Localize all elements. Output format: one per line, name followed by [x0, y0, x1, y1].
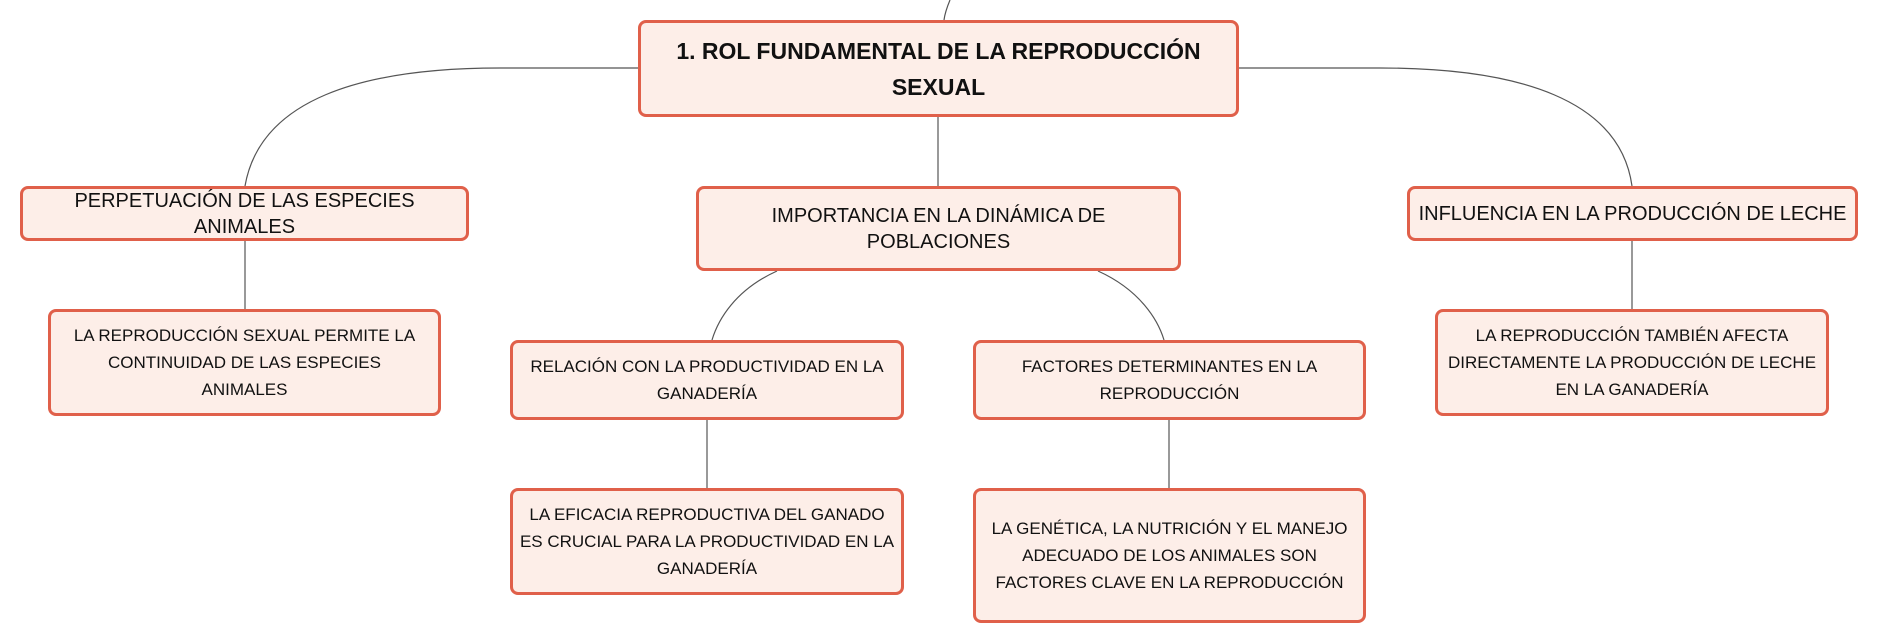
productivity-relation-node[interactable]	[510, 340, 904, 420]
productivity-detail-label: LA EFICACIA REPRODUCTIVA DEL GANADO ES CRUCIAL PARA LA PRODUCTIVIDAD EN LA GANADERÍA	[519, 505, 895, 578]
connector-root-parent	[944, 0, 950, 20]
perpetuation-node-label: PERPETUACIÓN DE LAS ESPECIES ANIMALES	[74, 189, 415, 238]
productivity-detail-node[interactable]	[510, 488, 904, 595]
determining-factors-label: FACTORES DETERMINANTES EN LA REPRODUCCIÓN	[1021, 357, 1318, 403]
productivity-relation-label: RELACIÓN CON LA PRODUCTIVIDAD EN LA GANADERÍA	[530, 357, 884, 403]
milk-influence-node[interactable]	[1407, 186, 1858, 241]
milk-detail-node[interactable]	[1435, 309, 1829, 416]
population-dynamics-node[interactable]	[696, 186, 1181, 271]
connector-root-to-milk-influence	[1239, 68, 1632, 186]
connector-root-to-perpetuation	[245, 68, 638, 186]
population-dynamics-label: IMPORTANCIA EN LA DINÁMICA DE POBLACIONES	[771, 204, 1106, 253]
perpetuation-detail-label: LA REPRODUCCIÓN SEXUAL PERMITE LA CONTINUIDAD DE LAS ESPECIES ANIMALES	[73, 326, 416, 399]
milk-detail-label: LA REPRODUCCIÓN TAMBIÉN AFECTA DIRECTAMENTE LA PRODUCCIÓN DE LECHE EN LA GANADERÍA	[1447, 326, 1817, 399]
root-node-label: 1. ROL FUNDAMENTAL DE LA REPRODUCCIÓN SEXUAL	[676, 37, 1201, 100]
connector-population-to-factors	[1098, 271, 1164, 340]
factors-detail-node[interactable]	[973, 488, 1366, 623]
perpetuation-node[interactable]	[20, 186, 469, 241]
milk-influence-label: INFLUENCIA EN LA PRODUCCIÓN DE LECHE	[1418, 202, 1847, 225]
perpetuation-detail-node[interactable]	[48, 309, 441, 416]
factors-detail-label: LA GENÉTICA, LA NUTRICIÓN Y EL MANEJO ADECUADO DE LOS ANIMALES SON FACTORES CLAVE EN LA REPRODUCCIÓN	[991, 519, 1348, 592]
root-node[interactable]	[638, 20, 1239, 117]
connector-population-to-productivity	[712, 271, 777, 340]
determining-factors-node[interactable]	[973, 340, 1366, 420]
